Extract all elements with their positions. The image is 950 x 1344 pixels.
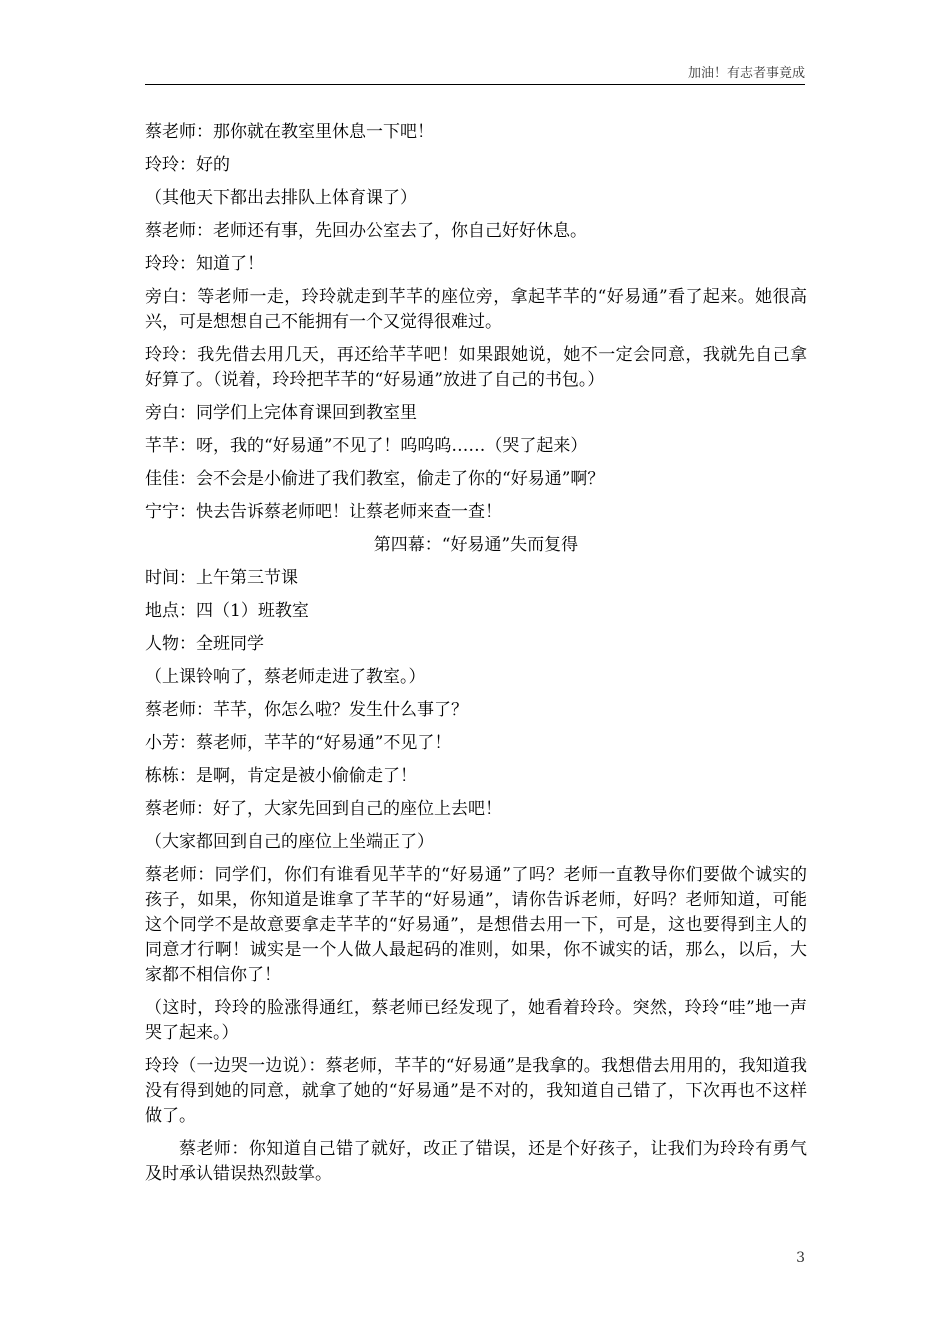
header-motto: 加油！有志者事竟成: [687, 66, 805, 81]
paragraph: 蔡老师：你知道自己错了就好，改正了错误，还是个好孩子，让我们为玲玲有勇气及时承认错误热烈鼓掌。: [145, 1139, 807, 1184]
paragraph: 蔡老师：芊芊，你怎么啦？发生什么事了？: [145, 700, 468, 720]
paragraph: 佳佳：会不会是小偷进了我们教室，偷走了你的“好易通”啊？: [145, 469, 605, 489]
paragraph: （这时，玲玲的脸涨得通红，蔡老师已经发现了，她看着玲玲。突然，玲玲“哇”地一声哭了起来。）: [145, 998, 807, 1043]
header-divider: [145, 84, 805, 85]
paragraph: 栋栋：是啊，肯定是被小偷偷走了！: [145, 766, 417, 786]
document-body: [145, 120, 807, 1195]
page-number: 3: [796, 1250, 805, 1266]
paragraph: 玲玲（一边哭一边说）：蔡老师，芊芊的“好易通”是我拿的。我想借去用用的，我知道我没有得到她的同意，就拿了她的“好易通”是不对的，我知道自己错了，下次再也不这样做了。: [145, 1056, 807, 1126]
act-heading: 第四幕：“好易通”失而复得: [373, 535, 579, 555]
paragraph: 芊芊：呀，我的“好易通”不见了！呜呜呜……（哭了起来）: [145, 436, 588, 456]
paragraph: 玲玲：知道了！: [145, 254, 264, 274]
paragraph: 蔡老师：那你就在教室里休息一下吧！: [145, 122, 434, 142]
paragraph: （其他天下都出去排队上体育课了）: [145, 188, 417, 208]
paragraph: 蔡老师：同学们，你们有谁看见芊芊的“好易通”了吗？老师一直教导你们要做个诚实的孩子，如果，你知道是谁拿了芊芊的“好易通”，请你告诉老师，好吗？老师知道，可能这个同学不是故意要拿走芊芊的“好易通”，是想借去用一下，可是，这也要得到主人的同意才行啊！诚实是一个人做人最起码的准则，如果，你不诚实的话，那么，以后，大家都不相信你了！: [145, 865, 807, 985]
paragraph: 宁宁：快去告诉蔡老师吧！让蔡老师来查一查！: [145, 502, 502, 522]
paragraph: 旁白：同学们上完体育课回到教室里: [145, 403, 417, 423]
paragraph: 蔡老师：好了，大家先回到自己的座位上去吧！: [145, 799, 502, 819]
paragraph: （大家都回到自己的座位上坐端正了）: [145, 832, 434, 852]
paragraph: 时间：上午第三节课: [145, 568, 298, 588]
paragraph: 玲玲：好的: [145, 155, 230, 175]
paragraph: 旁白：等老师一走，玲玲就走到芊芊的座位旁，拿起芊芊的“好易通”看了起来。她很高兴，可是想想自己不能拥有一个又觉得很难过。: [145, 287, 807, 332]
paragraph: 蔡老师：老师还有事，先回办公室去了，你自己好好休息。: [145, 221, 587, 241]
paragraph: 人物：全班同学: [145, 634, 264, 654]
paragraph: （上课铃响了，蔡老师走进了教室。）: [145, 667, 426, 687]
paragraph: 玲玲：我先借去用几天，再还给芊芊吧！如果跟她说，她不一定会同意，我就先自己拿好算了。（说着，玲玲把芊芊的“好易通”放进了自己的书包。）: [145, 345, 807, 390]
paragraph: 小芳：蔡老师，芊芊的“好易通”不见了！: [145, 733, 452, 753]
paragraph: 地点：四（1）班教室: [145, 601, 309, 621]
